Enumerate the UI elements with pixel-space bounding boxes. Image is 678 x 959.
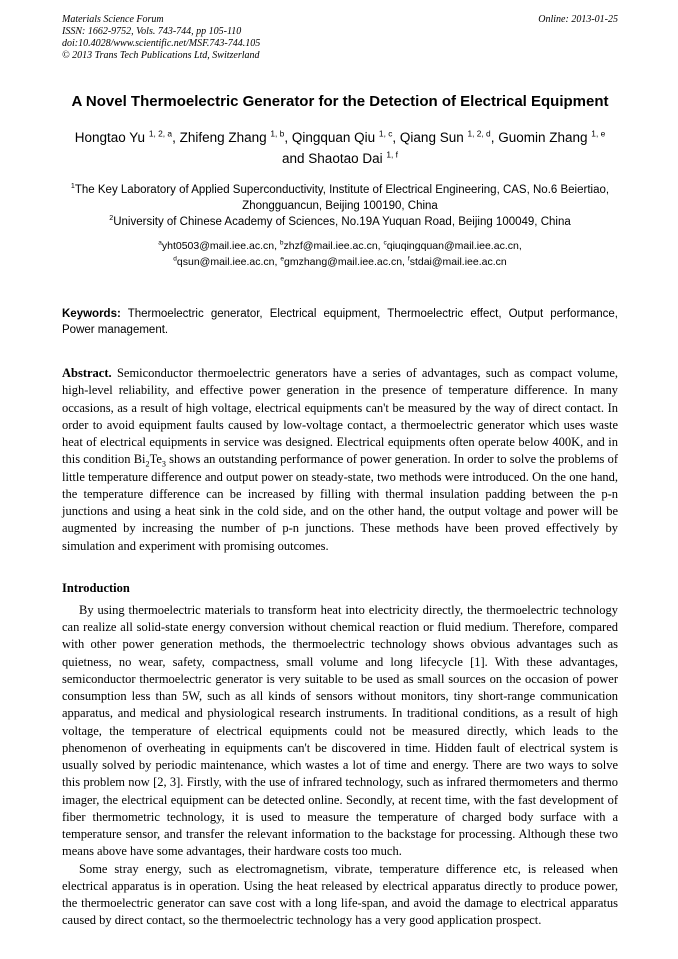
author-name: Hongtao Yu <box>74 130 149 146</box>
keywords-block <box>62 306 618 339</box>
authors-line: Hongtao Yu $^{1, 2, a}$, Zhifeng Zhang $^{1, b}$, Qingquan Qiu $^{1, c}$, Qiang Sun $^{1, 2, d}$, Guomin Zhang $^{1, e}$ and Shaotao Dai $^{1, f}$ <box>74 128 606 167</box>
superscript: 1, c <box>378 128 393 139</box>
abstract-text: Semiconductor thermoelectric generators have a series of advantages, such as compact volume, high-level reliability, and effective power generation in the presence of temperature difference. In many occasions, as a result of high voltage, electrical equipments can't be measured by the way of direct contact. In order to avoid equipment faults caused by low-voltage contact, a thermoelectric generator which uses waste heat of electrical equipments in service was designed. Electrical equipments often operate below 400K, and in this condition $Bi_2Te_3$ shows an outstanding performance of power generation. In order to solve the problems of little temperature difference and output power on steady-state, two methods were introduced. On the one hand, the temperature difference can be increased by filling with thermal insulation padding between the p-n junctions and using a heat sink in the cold side, and on the other hand, the output voltage and power will be augmented by increasing the number of p-n junctions. These methods have been proved effectively by simulation and experiment with promising outcomes. <box>62 366 619 553</box>
journal-name: Materials Science Forum <box>62 14 164 25</box>
affiliations <box>62 182 618 230</box>
doi-line: doi:10.4028/www.scientific.net/MSF.743-744.105 <box>62 38 261 49</box>
superscript: 1, 2, a <box>148 128 173 139</box>
subscript: 3 <box>161 459 166 469</box>
paper-title: A Novel Thermoelectric Generator for the Detection of Electrical Equipment <box>71 93 609 110</box>
superscript: a <box>158 239 162 247</box>
superscript: b <box>279 239 284 247</box>
section-body <box>62 602 618 930</box>
author-name: Zhifeng Zhang <box>179 130 271 146</box>
author-name: Qingquan Qiu <box>291 130 379 146</box>
issn-line: ISSN: 1662-9752, Vols. 743-744, pp 105-110 <box>62 26 242 37</box>
author-name: Qiang Sun <box>399 130 468 146</box>
superscript: 1, 2, d <box>467 128 491 139</box>
affiliation: $^1$The Key Laboratory of Applied Superconductivity, Institute of Electrical Engineering, CAS, No.6 Beiertiao, Zhongguancun, Beijing 100190, China <box>70 182 610 213</box>
section-heading-introduction: Introduction <box>62 580 130 595</box>
keywords-label: Keywords: <box>62 307 121 320</box>
copyright-line: © 2013 Trans Tech Publications Ltd, Switzerland <box>62 50 260 61</box>
online-date: Online: 2013-01-25 <box>538 14 618 25</box>
abstract-label: Abstract. <box>62 366 112 381</box>
affiliation: $^2$University of Chinese Academy of Sciences, No.19A Yuquan Road, Beijing 100049, China <box>109 214 571 229</box>
author-name: Shaotao Dai <box>308 151 387 167</box>
superscript: 1, e <box>591 128 606 139</box>
author-name: Guomin Zhang <box>498 130 592 146</box>
abstract-block <box>62 365 618 555</box>
body-paragraph: By using thermoelectric materials to transform heat into electricity directly, the thermoelectric technology can realize all solid-state energy conversion without chemical reaction or fluid medium. Therefore, compared with other power generation methods, the thermoelectric technology shows obvious advantages such as quietness, no wear, safety, compactness, small volume and long lifecycle [1]. With these advantages, semiconductor thermoelectric generator is very suitable to be used as small sources on the occasion of power consumption less than 5W, such as all kinds of sensors without monitors, tiny short-range communication apparatus, and medical and physiological research instruments. In traditional conditions, as a result of high voltage, the temperature of electrical equipments could not be measured directly, which leads to the phenomenon of overheating in equipments can't be discovered in time. Hidden fault of electrical system is usually solved by periodic maintenance, which wastes a lot of time and energy. There are two ways to solve this problem now [2, 3]. Firstly, with the use of infrared technology, such as infrared thermometers and thermo imager, the electrical equipment can be detected online. Secondly, at recent time, with the fast development of fiber thermometric technology, it is used to measure the temperature of charged body surface with a temperature sensor, and transfer the relevant information to the backstage for processing. Although these two means above have some advantages, their hardware costs too much. <box>62 602 618 859</box>
superscript: 1, b <box>270 128 285 139</box>
superscript: 1 <box>70 182 75 191</box>
emails-line: $^a$yht0503@mail.iee.ac.cn, $^b$zhzf@mail.iee.ac.cn, $^c$qiuqingquan@mail.iee.ac.cn, $^d$qsun@mail.iee.ac.cn, $^e$gmzhang@mail.iee.ac.cn, $^f$stdai@mail.iee.ac.cn <box>158 239 522 268</box>
superscript: f <box>407 255 410 263</box>
subscript: 2 <box>145 459 150 469</box>
superscript: 2 <box>109 214 114 223</box>
superscript: c <box>383 239 387 247</box>
journal-header-left <box>62 14 260 62</box>
superscript: d <box>173 255 177 263</box>
journal-header <box>62 14 618 62</box>
keywords-text: Thermoelectric generator, Electrical equipment, Thermoelectric effect, Output performance, Power management. <box>62 307 618 337</box>
body-paragraph: Some stray energy, such as electromagnetism, vibrate, temperature difference etc, is released when electrical apparatus is in operation. Using the heat released by electrical apparatus directly to produce power, the thermoelectric generator can save cost with a long life-span, and avoid the damage to electrical apparatus caused by direct contact, so the thermoelectric technology has a very good application prospect. <box>62 861 618 928</box>
superscript: 1, f <box>386 149 398 160</box>
superscript: e <box>280 255 284 263</box>
